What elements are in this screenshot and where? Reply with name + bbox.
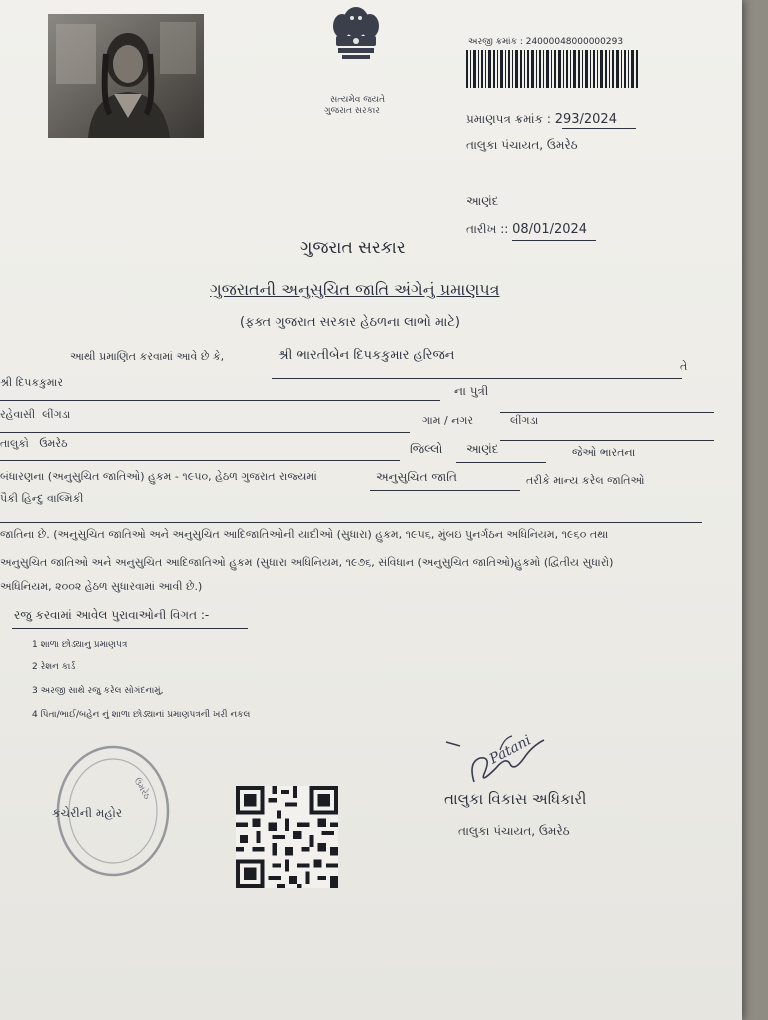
para-line-1: જાતિના છે. (અનુસુચિત જાતિઓ અને અનુસુચિત આદિજાતિઓની યાદીઓ (સુધારા) હુકમ, ૧૯૫૬, મુંબઇ પુનર્ગઠન અધિનિયમ, ૧૯૬૦ તથા [0,528,609,541]
evidence-heading-line [12,628,248,629]
certificate-number: 293/2024 [554,112,617,127]
emblem-caption-2: ગુજરાત સરકાર [324,106,380,116]
para-line-3: અધિનિયમ, ૨૦૦૨ હેઠળ સુધારવામાં આવી છે.) [0,580,203,593]
caste-value: હિન્દુ વાલ્મિકી [21,492,84,505]
caste-row [0,492,83,506]
evidence-item: 4 પિતા/ભાઈ/બહેન નું શાળા છોડ્યાનાં પ્રમાણપત્રની ખરી નકલ [32,710,251,720]
father-name-line [0,400,440,401]
applicant-name: શ્રી ભારતીબેન દિપકકુમાર હરિજન [278,348,455,363]
barcode [466,50,638,88]
order-text-1: જેઓ ભારતના [572,446,636,459]
caste-prefix: પૈકી [0,492,19,505]
category: અનુસુચિત જાતિ [376,470,457,484]
serial-label: અરજી ક્રમાંક : 24000048000000293 [468,37,624,47]
officer-title: તાલુકા વિકાસ અધિકારી [444,790,587,808]
seal-label: કચેરીની મહોર [52,806,123,820]
signature-text: Patani [486,732,534,768]
order-text-2: બંધારણના (અનુસુચિત જાતિઓ) હુકમ - ૧૯૫૦, હેઠળ ગુજરાત રાજ્યમાં [0,470,317,483]
order-text-3: તરીકે માન્ય કરેલ જાતિઓ [526,474,645,487]
seal-ring-text: ઉમરેઠ [131,776,152,802]
district-value: આણંદ [466,442,499,456]
government-title: ગુજરાત સરકાર [300,238,406,258]
relation: ના પુત્રી [454,384,489,398]
taluka-line [0,460,400,461]
resident-value: લીંગડા [42,408,71,421]
district-line [456,462,546,463]
applicant-photo [48,14,204,138]
date-row: તારીખ :: 08/01/2024 [466,222,588,237]
resident-row [0,408,70,422]
district-label: જિલ્લો [410,442,443,456]
village-line [500,440,714,441]
evidence-item: 1 શાળા છોડ્યાનુ પ્રમાણપત્ર [32,640,128,650]
serial-number: 24000048000000293 [525,37,624,47]
officer-office: તાલુકા પંચાયત, ઉમરેઠ [458,824,570,838]
certificate-number-line [562,128,636,129]
village-value: લીંગડા [510,414,539,427]
taluka-value: ઉમરેઠ [39,437,68,450]
evidence-item: 3 અરજી સાથે રજુ કરેલ સોગંદનામું, [32,686,164,696]
date-line [512,240,596,241]
certify-text: આથી પ્રમાણિત કરવામાં આવે છે કે, [70,350,225,363]
relation-line [500,412,714,413]
issue-date: 08/01/2024 [512,222,588,237]
taluka-row [0,437,68,451]
taluka-label: તાલુકો [0,437,29,450]
caste-line [0,522,702,523]
certificate-title: ગુજરાતની અનુસુચિત જાતિ અંગેનું પ્રમાણપત્ર [210,280,500,299]
applicant-name-line [272,378,682,379]
resident-line [0,432,410,433]
qr-code [236,786,338,888]
resident-label: રહેવાસી [0,408,36,421]
issuing-office: તાલુકા પંચાયત, ઉમરેઠ [466,138,578,152]
emblem-caption-1: સત્યમેવ જયતે [330,95,386,105]
village-label: ગામ / નગર [422,414,474,427]
national-emblem-icon [316,0,396,88]
certificate-number-row: પ્રમાણપત્ર ક્રમાંક : 293/2024 [466,112,617,127]
suffix-te: તે [680,360,688,373]
certificate-note: (ફક્ત ગુજરાત સરકાર હેઠળના લાભો માટે) [240,315,460,330]
place: આણંદ [466,194,499,208]
evidence-heading: રજુ કરવામાં આવેલ પુરાવાઓની વિગત :- [14,608,210,622]
para-line-2: અનુસુચિત જાતિઓ અને અનુસુચિત આદિજાતિઓ હુકમ (સુધારા અધિનિયમ, ૧૯૭૬, સંવિધાન (અનુસુચિત જાતિઓ)હુકમો (દ્વિતીય સુધારો) [0,556,614,569]
evidence-item: 2 રેશન કાર્ડ [32,662,76,672]
father-name: શ્રી દિપકકુમાર [0,376,64,389]
category-line [370,490,520,491]
